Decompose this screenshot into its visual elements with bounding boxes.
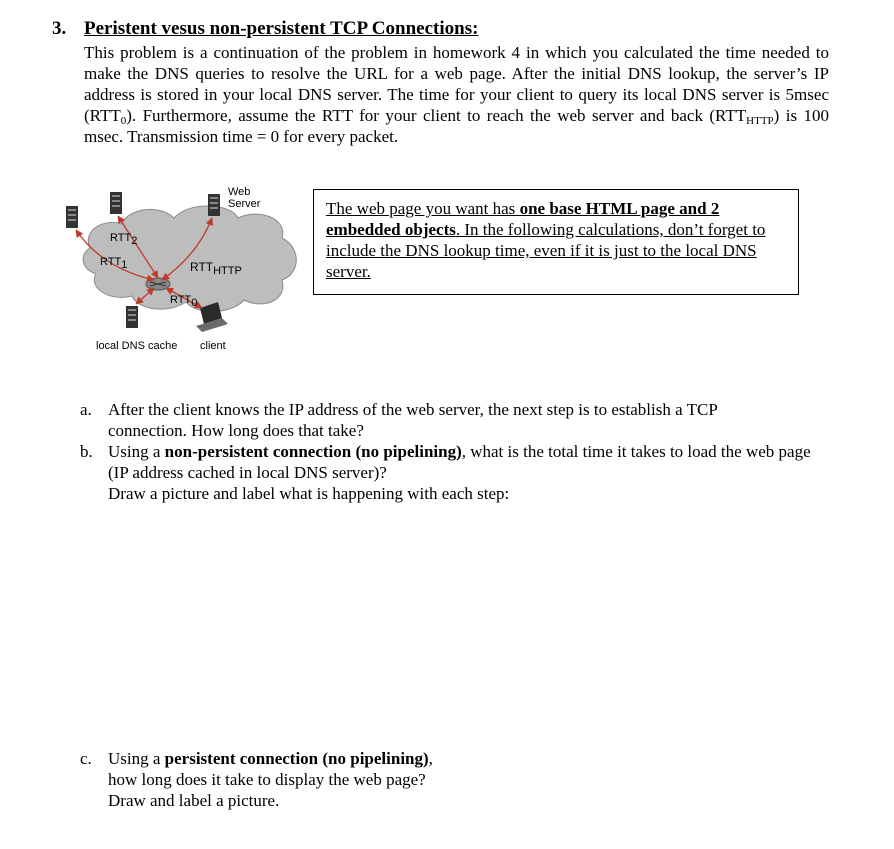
question-b-instruction: Draw a picture and label what is happening with each step: [108,484,510,503]
question-c-line2: how long does it take to display the web page? [108,770,426,789]
callout-text-2: . In the following calculations, don’t forget to include the DNS lookup time, even if it is just to the local DNS server. [326,220,766,281]
intro-text-3: ) is 100 msec. Transmission time = 0 for every packet. [84,106,830,146]
problem-number: 3. [52,18,67,39]
question-b-body [108,441,833,504]
intro-sub-http: HTTP [746,115,774,127]
intro-text-1: This problem is a continuation of the problem in homework 4 in which you calculated the time needed to make the DNS queries to resolve the URL for a web page. After the initial DNS lookup, the server’s IP address is stored in your local DNS server. The time for your client to query its local DNS server is 5msec (RTT [84,43,829,125]
callout-text-1: The web page you want has [326,199,520,218]
problem-intro [84,42,829,147]
callout-text [326,198,790,282]
network-diagram-graphic [62,178,312,358]
rtt-http-label: $RTT_{HTTP}$ [190,260,242,277]
local-dns-cache-label: local DNS cache [96,340,178,352]
question-c-text: Using a persistent connection (no pipelining), [108,749,433,768]
local-dns-server-icon [126,306,138,328]
problem-heading [52,18,478,40]
callout-box [313,189,799,295]
client-label: client [200,340,226,352]
question-b-letter: b. [80,442,93,461]
web-server-label: Web Server [228,186,261,210]
rtt1-label: $RTT_1$ [100,256,128,271]
question-c-body [108,748,798,811]
tld-server-icon [110,192,122,214]
question-b [80,441,840,507]
intro-paragraph [84,42,829,147]
problem-title: Peristent vesus non-persistent TCP Connections: [84,18,479,39]
question-c-letter: c. [80,749,92,768]
callout-bold: one base HTML page and 2 embedded objects [326,199,720,239]
question-c-instruction: Draw and label a picture. [108,791,280,810]
network-diagram [62,178,312,358]
question-b-text: Using a non-persistent connection (no pipelining), what is the total time it takes to load the web page (IP address cached in local DNS server)? [108,442,811,482]
rtt0-label: $RTT_0$ [170,294,198,309]
web-server-icon [208,194,220,216]
question-a [80,399,840,443]
question-c [80,748,840,814]
question-a-text: After the client knows the IP address of the web server, the next step is to establish a TCP connection. How long does that take? [108,400,718,440]
intro-sub-0: 0 [120,115,127,127]
question-a-letter: a. [80,400,92,419]
root-server-icon [66,206,78,228]
intro-text-2: ). Furthermore, assume the RTT for your client to reach the web server and back (RTT [126,106,747,125]
rtt2-label: $RTT_2$ [110,232,138,247]
